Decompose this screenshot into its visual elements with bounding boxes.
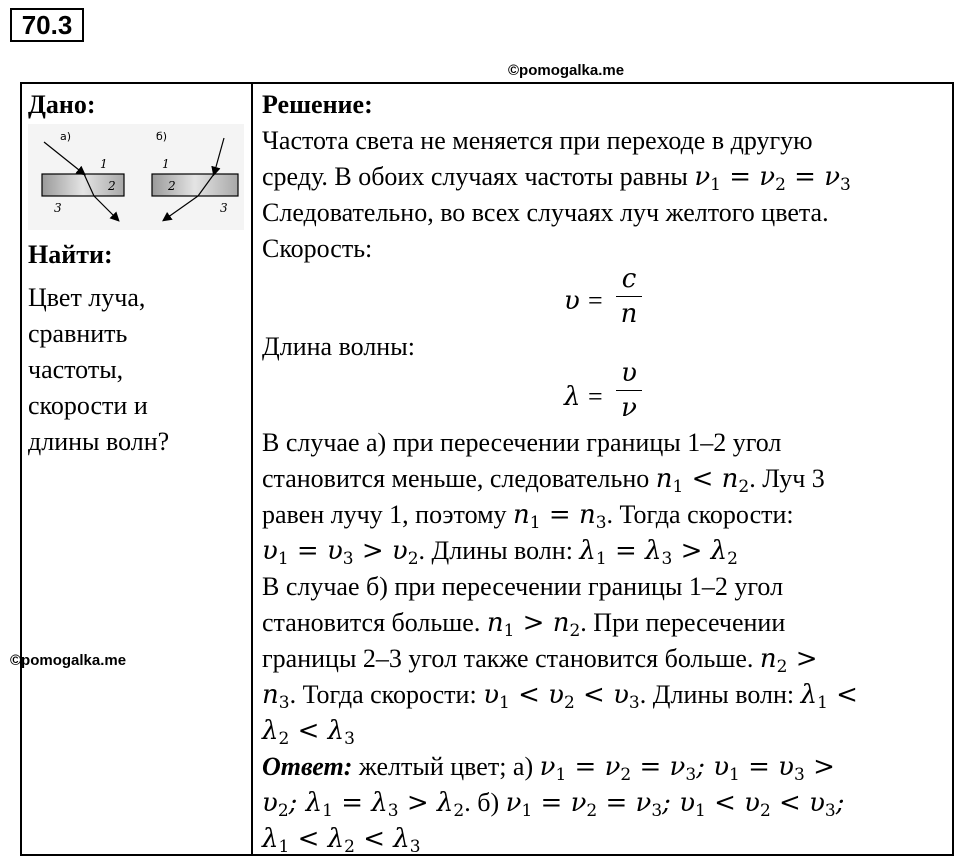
- formula: $\nu_1 = \nu_2 = \nu_3$; $\upsilon_1 < \upsilon_2 < \upsilon_3$;: [505, 788, 845, 821]
- text: . Тогда скорости:: [289, 680, 484, 709]
- find-line: скорости и: [28, 391, 148, 420]
- solution-label: Решение:: [262, 90, 373, 119]
- fig-label-b: б): [156, 130, 168, 143]
- fig-b-medium-2: 2: [168, 179, 176, 193]
- solution-line: [262, 644, 818, 677]
- text: равен лучу 1, поэтому: [262, 500, 514, 529]
- solution-line: [262, 464, 825, 497]
- solution-line: Частота света не меняется при переходе в другую: [262, 126, 813, 155]
- find-label: Найти:: [28, 240, 113, 269]
- solution-line: [262, 500, 794, 533]
- formula: $\upsilon_1 < \upsilon_2 < \upsilon_3$: [483, 680, 640, 713]
- text: желтый цвет; а): [352, 752, 540, 781]
- solution-column: Решение: Частота света не меняется при переходе в другую среду. В обоих случаях частоты равны $\nu_1 = \nu_2 = \nu_3$ Следовательно, во всех случаях луч желтого цвета. Скорость: υ = c n Длина волны: λ = υ ν В случае а) при пересечении границы 1–2 угол становится меньше, следовательно $n_1 < n_2$. Луч 3 равен лучу 1, поэтому $n_1 = n_3$. Тогда скорости: $\upsilon_1 = \upsilon_3 > \upsilon_2$. Длины волн: $\lambda_1 = \lambda_3 > \lambda_2$ В случае б) при пересечении границы 1–2 угол становится больше. $n_1 > n_2$. При пересечении границы 2–3 угол также становится больше. $n_2$ > $n_3$. Тогда скорости: $\upsilon_1 < \upsilon_2 < \upsilon_3$. Длины волн: $\lambda_1$ < $\lambda_2 < \lambda_3$ Ответ: желтый цвет; а) $\nu_1 = \nu_2 = \nu_3$; $\upsilon_1 = \upsilon_3$ > $\upsilon_2$; $\lambda_1 = \lambda_3 > \lambda_2$. б) $\nu_1 = \nu_2 = \nu_3$; $\upsilon_1 < \upsilon_2 < \upsilon_3$; $\lambda_1 < \lambda_2 < \lambda_3$: [262, 90, 858, 857]
- problem-number: 70.3: [10, 8, 84, 42]
- column-divider: [251, 84, 253, 854]
- formula: $\nu_1 = \nu_2 = \nu_3$: [694, 162, 851, 195]
- solution-line: [262, 162, 851, 195]
- solution-line: Скорость:: [262, 234, 373, 263]
- text: . Луч 3: [749, 464, 825, 493]
- given-column: [22, 84, 251, 854]
- solution-line: [262, 680, 858, 713]
- text: . Длины волн:: [418, 536, 580, 565]
- find-line: Цвет луча,: [28, 283, 146, 312]
- text: . б): [464, 788, 506, 817]
- formula: $n_1 > n_2$: [486, 608, 581, 641]
- fig-b-medium-1: 1: [162, 157, 170, 171]
- find-text: [28, 280, 243, 460]
- formula: $\lambda_1 < \lambda_2 < \lambda_3$: [262, 824, 421, 857]
- formula: $n_3$: [262, 680, 290, 713]
- answer-label: Ответ:: [262, 752, 353, 781]
- text: становится больше.: [262, 608, 487, 637]
- text: среду. В обоих случаях частоты равны: [262, 162, 695, 191]
- text: становится меньше, следовательно: [262, 464, 656, 493]
- formula: $\upsilon_2$; $\lambda_1 = \lambda_3 > \lambda_2$: [262, 788, 465, 821]
- fig-label-a: а): [60, 130, 72, 143]
- formula: $\lambda_1 = \lambda_3 > \lambda_2$: [579, 536, 738, 569]
- refraction-figure: [28, 124, 244, 230]
- solution-line: [262, 716, 355, 749]
- fig-a-medium-3: 3: [54, 201, 62, 215]
- solution-line: В случае а) при пересечении границы 1–2 угол: [262, 428, 782, 457]
- watermark-left: ©pomogalka.me: [10, 652, 127, 669]
- formula: $\lambda_2 < \lambda_3$: [262, 716, 355, 749]
- solution-line: В случае б) при пересечении границы 1–2 угол: [262, 572, 784, 601]
- given-label: Дано:: [28, 90, 96, 119]
- fig-a-medium-1: 1: [100, 157, 108, 171]
- text: . Длины волн:: [639, 680, 801, 709]
- answer-line: [262, 752, 835, 785]
- solution-line: [262, 536, 738, 569]
- watermark-top: ©pomogalka.me: [508, 62, 625, 79]
- text: границы 2–3 угол также становится больше.: [262, 644, 760, 673]
- formula: $\upsilon_1 = \upsilon_3 > \upsilon_2$: [262, 536, 419, 569]
- find-line: длины волн?: [28, 427, 170, 456]
- solution-line: [262, 608, 785, 641]
- text: . Тогда скорости:: [606, 500, 794, 529]
- solution-line: Длина волны:: [262, 332, 415, 361]
- formula: $\nu_1 = \nu_2 = \nu_3$; $\upsilon_1 = \upsilon_3$ >: [539, 752, 835, 785]
- answer-line: [262, 788, 845, 821]
- solution-table: [20, 82, 954, 856]
- find-line: сравнить: [28, 319, 128, 348]
- answer-line: [262, 824, 421, 857]
- fig-b-medium-3: 3: [220, 201, 228, 215]
- glass-slab-b: [152, 174, 238, 196]
- text: . При пересечении: [580, 608, 786, 637]
- solution-line: Следовательно, во всех случаях луч желтого цвета.: [262, 198, 829, 227]
- formula: $n_2$ >: [759, 644, 818, 677]
- find-line: частоты,: [28, 355, 124, 384]
- formula: $\lambda_1$ <: [800, 680, 858, 713]
- formula: $n_1 < n_2$: [655, 464, 750, 497]
- formula: $n_1 = n_3$: [513, 500, 607, 533]
- fig-a-medium-2: 2: [108, 179, 116, 193]
